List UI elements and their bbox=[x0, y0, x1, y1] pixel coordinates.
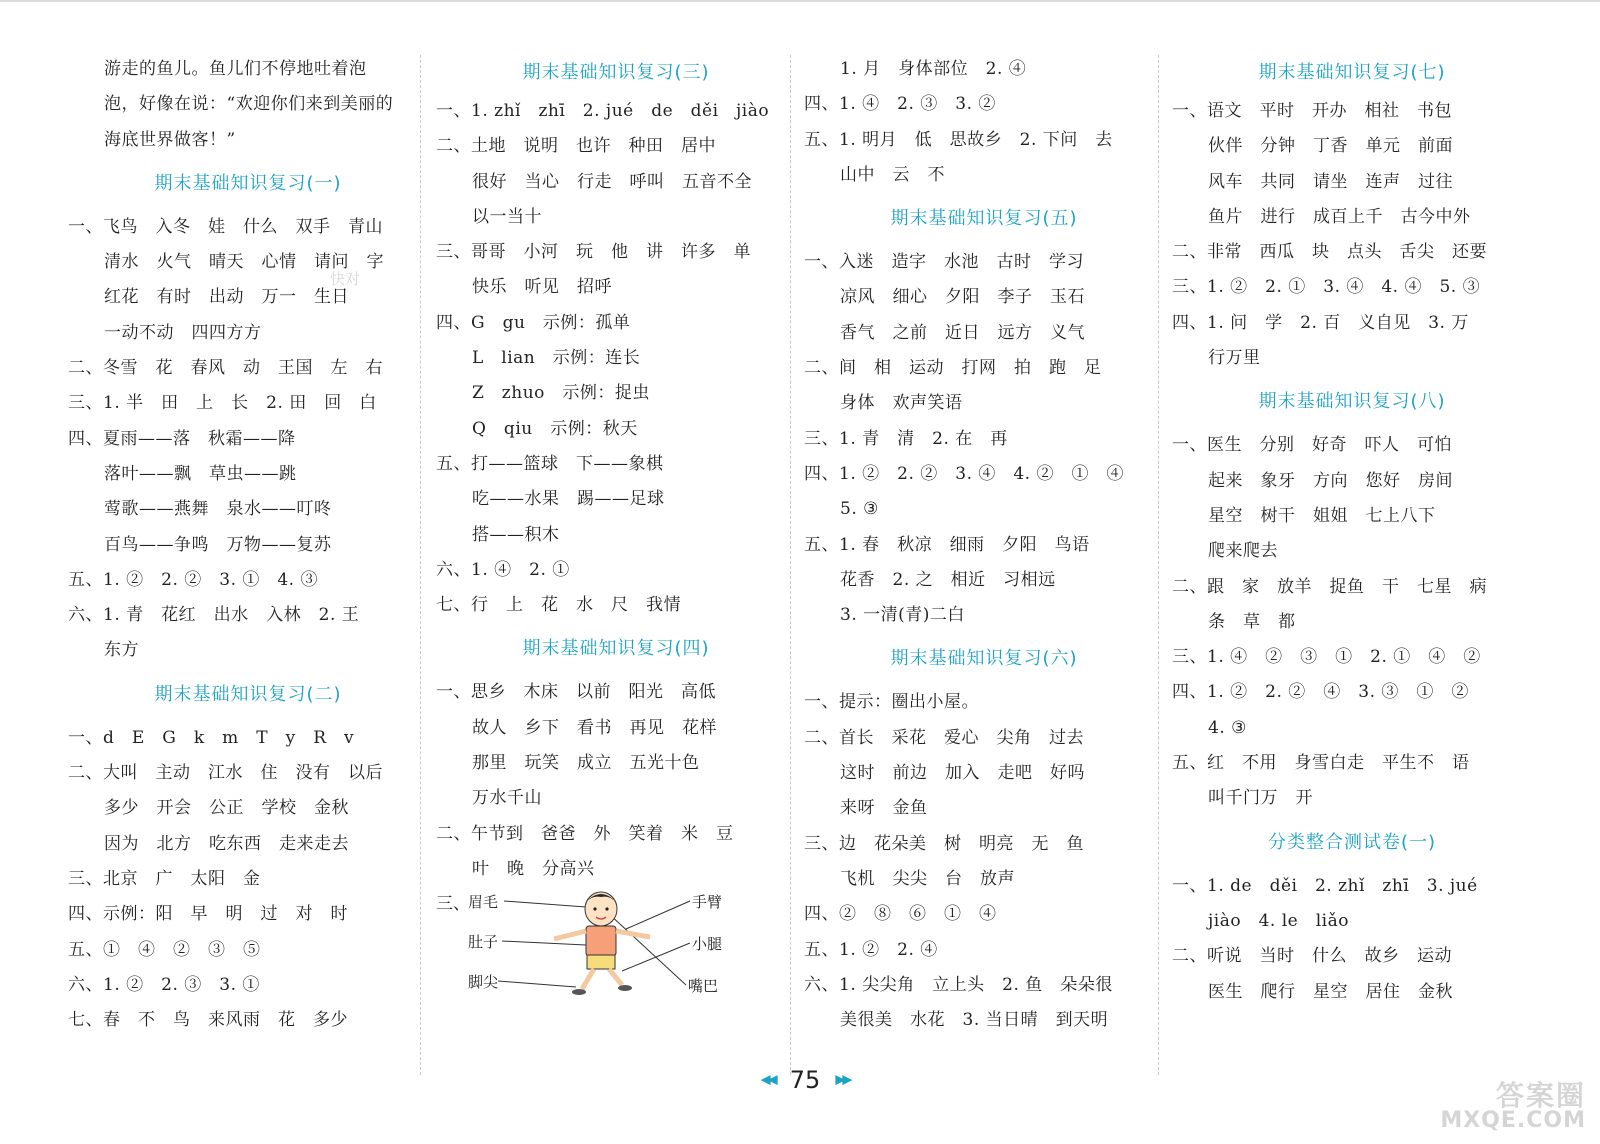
answer-line: Q qiu 示例：秋天 bbox=[472, 418, 638, 439]
answer-line: 四、1. 问 学 2. 百 义自见 3. 万 bbox=[1172, 312, 1469, 333]
page-number-footer bbox=[740, 1066, 870, 1094]
answer-line: 二、跟 家 放羊 捉鱼 干 七星 病 bbox=[1172, 576, 1487, 597]
column-4 bbox=[1172, 52, 1532, 1010]
section-title-review-4: 期末基础知识复习(四) bbox=[522, 638, 710, 660]
answer-line: 美很美 水花 3. 当日晴 到天明 bbox=[840, 1010, 1109, 1031]
answer-line: 起来 象牙 方向 您好 房间 bbox=[1208, 470, 1453, 491]
answer-line: 六、1. ② 2. ③ 3. ① bbox=[68, 974, 260, 995]
section-title-test-1: 分类整合测试卷(一) bbox=[1267, 831, 1437, 853]
answer-line: 三、边 花朵美 树 明亮 无 鱼 bbox=[804, 833, 1084, 854]
answer-line: 故人 乡下 看书 再见 花样 bbox=[472, 717, 717, 738]
answer-line: 伙伴 分钟 丁香 单元 前面 bbox=[1208, 136, 1453, 157]
answer-line: 落叶——飘 草虫——跳 bbox=[104, 463, 297, 484]
answer-line: 身体 欢声笑语 bbox=[840, 393, 963, 414]
column-1 bbox=[68, 52, 428, 1038]
c2-review-4-lines bbox=[436, 675, 796, 887]
answer-line: 六、1. ④ 2. ① bbox=[436, 559, 570, 580]
page-number: 75 bbox=[789, 1066, 821, 1094]
answer-line: 5. ③ bbox=[840, 499, 879, 520]
answer-line: 3. 一清(青)二白 bbox=[840, 605, 965, 626]
answer-line: 五、① ④ ② ③ ⑤ bbox=[68, 939, 261, 960]
answer-line: 二、间 相 运动 打网 拍 跑 足 bbox=[804, 358, 1102, 379]
column-divider-2 bbox=[790, 55, 791, 1075]
answer-line: 那里 玩笑 成立 五光十色 bbox=[472, 753, 700, 774]
answer-line: 一、语文 平时 开办 相社 书包 bbox=[1172, 101, 1452, 121]
label-shank: 小腿 bbox=[692, 935, 723, 954]
answer-line: 三、1. ② 2. ① 3. ④ 4. ④ 5. ③ bbox=[1172, 277, 1481, 298]
label-tiptoe: 脚尖 bbox=[468, 973, 499, 992]
section-title-review-8: 期末基础知识复习(八) bbox=[1258, 391, 1446, 413]
answer-line: 风车 共同 请坐 连声 过往 bbox=[1208, 171, 1453, 192]
answer-line: 游走的鱼儿。鱼儿们不停地吐着泡 bbox=[104, 59, 367, 79]
column-divider-3 bbox=[1158, 55, 1159, 1075]
answer-line: 一、医生 分别 好奇 吓人 可怕 bbox=[1172, 435, 1452, 456]
answer-line: 来呀 金鱼 bbox=[840, 798, 928, 819]
answer-line: 五、1. ② 2. ④ bbox=[804, 939, 938, 960]
answer-line: 泡，好像在说：“欢迎你们来到美丽的 bbox=[104, 94, 394, 115]
figure-number: 三、 bbox=[436, 894, 470, 915]
section-title-review-3: 期末基础知识复习(三) bbox=[522, 62, 710, 83]
answer-line: 三、1. 半 田 上 长 2. 田 回 白 bbox=[68, 393, 377, 414]
answer-line: 二、首长 采花 爱心 尖角 过去 bbox=[804, 727, 1084, 748]
answer-line: 五、打——篮球 下——象棋 bbox=[436, 453, 664, 474]
column-divider-1 bbox=[420, 55, 421, 1075]
answer-line: 二、土地 说明 也许 种田 居中 bbox=[436, 136, 716, 157]
label-mouth: 嘴巴 bbox=[688, 977, 719, 996]
answer-line: 快乐 听见 招呼 bbox=[472, 277, 612, 298]
answer-line: 叫千门万 开 bbox=[1208, 788, 1313, 809]
section-title-review-6: 期末基础知识复习(六) bbox=[890, 648, 1078, 670]
answer-line: 飞机 尖尖 台 放声 bbox=[840, 868, 1015, 889]
answer-line: 二、听说 当时 什么 故乡 运动 bbox=[1172, 946, 1452, 967]
answer-line: 五、1. 明月 低 思故乡 2. 下问 去 bbox=[804, 129, 1113, 150]
section-title-review-2: 期末基础知识复习(二) bbox=[154, 683, 342, 705]
answer-line: 二、非常 西瓜 块 点头 舌尖 还要 bbox=[1172, 242, 1487, 263]
answer-line: 叶 晚 分高兴 bbox=[472, 858, 595, 879]
c3-review-5-lines bbox=[804, 245, 1164, 633]
label-arm: 手臂 bbox=[692, 893, 723, 912]
body-parts-figure bbox=[436, 889, 796, 1003]
section-title-review-5: 期末基础知识复习(五) bbox=[890, 208, 1078, 230]
site-watermark bbox=[1356, 1074, 1586, 1134]
answer-line: 四、② ⑧ ⑥ ① ④ bbox=[804, 904, 997, 925]
answer-line: 五、红 不用 身雪白走 平生不 语 bbox=[1172, 753, 1470, 774]
answer-line: L lian 示例：连长 bbox=[472, 348, 641, 369]
column-3 bbox=[804, 52, 1164, 1038]
answer-line: 万水千山 bbox=[472, 788, 542, 809]
answer-line: 多少 开会 公正 学校 金秋 bbox=[104, 798, 349, 819]
answer-line: 三、哥哥 小河 玩 他 讲 许多 单 bbox=[436, 242, 751, 263]
column-2 bbox=[436, 52, 796, 1003]
answer-line: 六、1. 青 花红 出水 入林 2. 王 bbox=[68, 605, 360, 626]
answer-line: 四、示例：阳 早 明 过 对 时 bbox=[68, 904, 348, 925]
answer-line: 4. ③ bbox=[1208, 717, 1247, 738]
answer-line: 东方 bbox=[104, 640, 139, 661]
answer-line: 香气 之前 近日 远方 义气 bbox=[840, 322, 1085, 343]
answer-line: jiào 4. le liǎo bbox=[1208, 910, 1349, 931]
answer-line: 红花 有时 出动 万一 生日 bbox=[104, 287, 349, 308]
answer-line: 很好 当心 行走 呼叫 五音不全 bbox=[472, 171, 752, 192]
answer-line: 七、春 不 鸟 来风雨 花 多少 bbox=[68, 1010, 348, 1031]
c4-review-7-lines bbox=[1172, 94, 1532, 376]
c3-top-lines bbox=[804, 52, 1164, 193]
answer-line: 六、1. 尖尖角 立上头 2. 鱼 朵朵很 bbox=[804, 974, 1113, 995]
answer-line: 吃——水果 踢——足球 bbox=[472, 489, 665, 510]
answer-line: 搭——积木 bbox=[472, 524, 560, 545]
answer-line: 因为 北方 吃东西 走来走去 bbox=[104, 833, 349, 854]
answer-line: 医生 爬行 星空 居住 金秋 bbox=[1208, 981, 1453, 1002]
answer-line: Z zhuo 示例：捉虫 bbox=[472, 383, 650, 404]
section-title-review-7: 期末基础知识复习(七) bbox=[1258, 62, 1446, 83]
answer-line: 四、1. ④ 2. ③ 3. ② bbox=[804, 94, 996, 115]
answer-line: 二、大叫 主动 江水 住 没有 以后 bbox=[68, 763, 383, 784]
next-arrow-icon: ▶▶ bbox=[835, 1072, 850, 1088]
label-eyebrow: 眉毛 bbox=[468, 893, 499, 912]
answer-line: 海底世界做客！” bbox=[104, 129, 236, 150]
answer-line: 三、北京 广 太阳 金 bbox=[68, 868, 261, 889]
answer-line: 二、午节到 爸爸 外 笑着 米 豆 bbox=[436, 823, 734, 844]
answer-line: 星空 树干 姐姐 七上八下 bbox=[1208, 505, 1436, 526]
answer-line: 三、1. ④ ② ③ ① 2. ① ④ ② bbox=[1172, 647, 1481, 668]
c3-review-6-lines bbox=[804, 685, 1164, 1038]
prev-arrow-icon: ◀◀ bbox=[760, 1072, 775, 1088]
answer-line: 百鸟——争鸣 万物——复苏 bbox=[104, 534, 332, 555]
answer-line: 一、1. de děi 2. zhǐ zhī 3. jué bbox=[1172, 875, 1478, 896]
answer-line: 一、入迷 造字 水池 古时 学习 bbox=[804, 252, 1084, 273]
answer-line: 1. 月 身体部位 2. ④ bbox=[840, 59, 1027, 79]
c1-review-2-lines bbox=[68, 721, 428, 1039]
answer-line: 四、1. ② 2. ② 3. ④ 4. ② ① ④ bbox=[804, 463, 1124, 484]
watermark-line2: MXQE.COM bbox=[1440, 1108, 1586, 1133]
answer-line: 花香 2. 之 相近 习相远 bbox=[840, 569, 1056, 590]
answer-line: 四、夏雨——落 秋霜——降 bbox=[68, 428, 296, 449]
answer-line: 四、G gu 示例：孤单 bbox=[436, 312, 631, 333]
c4-test-1-lines bbox=[1172, 869, 1532, 1010]
c1-top-lines bbox=[68, 52, 428, 158]
answer-line: 行万里 bbox=[1208, 348, 1261, 369]
answer-line: 以一当十 bbox=[472, 206, 542, 227]
answer-line: 一、d E G k m T y R v bbox=[68, 727, 355, 748]
answer-line: 这时 前边 加入 走吧 好吗 bbox=[840, 763, 1085, 784]
answer-line: 四、1. ② 2. ② ④ 3. ③ ① ② bbox=[1172, 682, 1469, 703]
c2-review-3-lines bbox=[436, 94, 796, 623]
answer-line: 五、1. 春 秋凉 细雨 夕阳 鸟语 bbox=[804, 534, 1090, 555]
answer-line: 条 草 都 bbox=[1208, 611, 1296, 632]
answer-line: 七、行 上 花 水 尺 我情 bbox=[436, 595, 681, 616]
answer-line: 凉风 细心 夕阳 李子 玉石 bbox=[840, 287, 1085, 308]
answer-line: 一、飞鸟 入冬 娃 什么 双手 青山 bbox=[68, 216, 383, 237]
small-watermark-text: 快对 bbox=[330, 270, 361, 288]
top-border bbox=[0, 0, 1600, 2]
answer-line: 山中 云 不 bbox=[840, 164, 945, 185]
answer-line: 清水 火气 晴天 心情 请问 字 bbox=[104, 252, 384, 273]
answer-line: 鱼片 进行 成百上千 古今中外 bbox=[1208, 206, 1471, 227]
section-title-review-1: 期末基础知识复习(一) bbox=[154, 172, 342, 194]
answer-line: 五、1. ② 2. ② 3. ① 4. ③ bbox=[68, 569, 318, 590]
answer-line: 三、1. 青 清 2. 在 再 bbox=[804, 428, 1008, 449]
small-watermark bbox=[330, 268, 440, 328]
answer-line: 莺歌——燕舞 泉水——叮咚 bbox=[104, 499, 332, 520]
answer-line: 一、思乡 木床 以前 阳光 高低 bbox=[436, 682, 716, 703]
c4-review-8-lines bbox=[1172, 428, 1532, 816]
watermark-line1: 答案圈 bbox=[1495, 1079, 1586, 1112]
answer-line: 一、提示：圈出小屋。 bbox=[804, 692, 979, 713]
answer-line: 一、1. zhǐ zhī 2. jué de děi jiào bbox=[436, 101, 770, 121]
answer-line: 一动不动 四四方方 bbox=[104, 322, 262, 343]
answer-line: 二、冬雪 花 春风 动 王国 左 右 bbox=[68, 358, 383, 379]
label-belly: 肚子 bbox=[468, 933, 499, 952]
answer-line: 爬来爬去 bbox=[1208, 541, 1278, 562]
